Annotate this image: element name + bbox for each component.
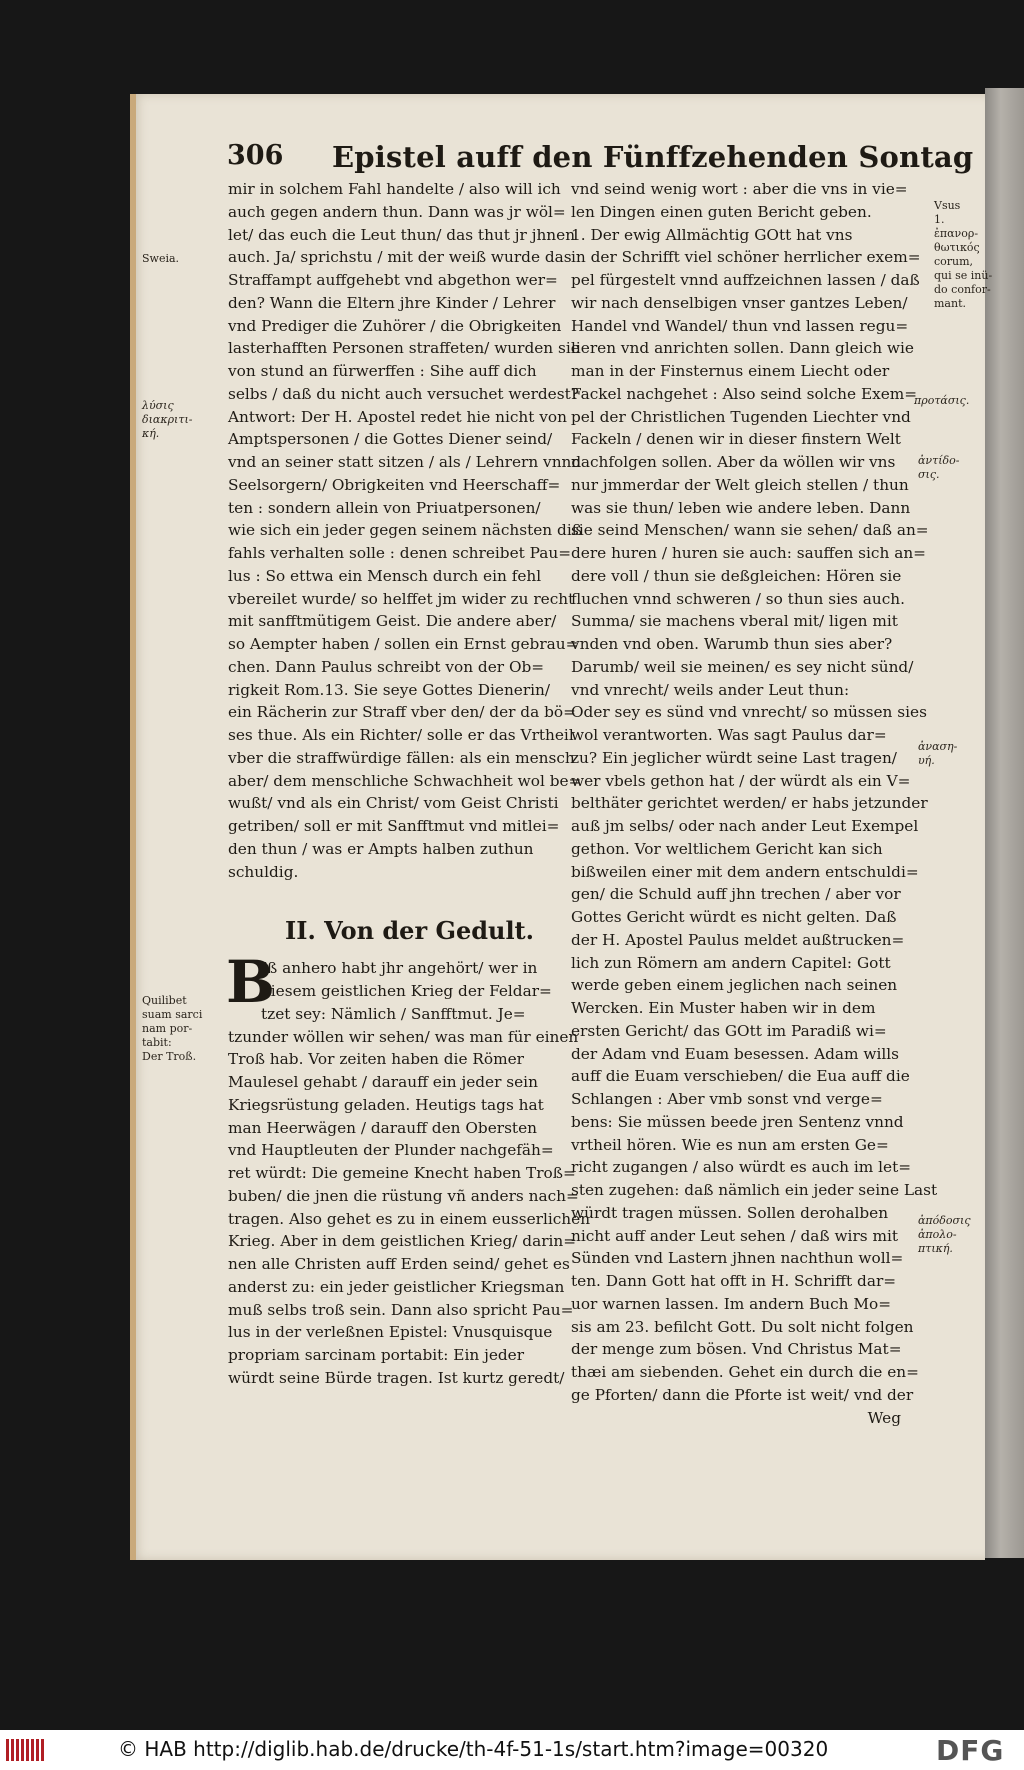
margin-note-line: qui se inü-	[934, 269, 993, 282]
text-line: richt zugangen / also würdt es auch im let=	[571, 1158, 912, 1177]
text-line: auff die Euam verschieben/ die Eua auff die	[571, 1067, 910, 1086]
text-line: lus in der verleßnen Epistel: Vnusquisque	[228, 1323, 553, 1342]
text-line: Fackeln / denen wir in dieser finstern Welt	[571, 430, 901, 449]
text-line: sie seind Menschen/ wann sie sehen/ daß an=	[571, 521, 929, 540]
text-line: wußt/ vnd als ein Christ/ vom Geist Christi	[228, 794, 559, 813]
margin-note-line: Vsus	[934, 199, 961, 212]
text-line: den? Wann die Eltern jhre Kinder / Lehrer	[228, 293, 556, 312]
text-line: wol verantworten. Was sagt Paulus dar=	[571, 726, 887, 744]
text-line: bens: Sie müssen beede jren Sentenz vnnd	[571, 1112, 904, 1131]
margin-note-line: θωτικός	[934, 241, 980, 254]
text-line: wir nach denselbigen vnser gantzes Leben/	[571, 293, 908, 312]
margin-note-quilibet	[142, 994, 202, 1064]
margin-note-lysis	[142, 399, 192, 441]
text-line: sis am 23. befilcht Gott. Du solt nicht folgen	[571, 1317, 914, 1336]
text-line: vrtheil hören. Wie es nun am ersten Ge=	[571, 1135, 889, 1154]
text-line: belthäter gerichtet werden/ er habs jetzunder	[571, 794, 928, 813]
drop-initial: B	[226, 948, 276, 1017]
margin-note-line: ἀναση-	[918, 740, 958, 753]
text-line: nen alle Christen auff Erden seind/ gehet es	[228, 1255, 570, 1273]
margin-note-line: ἐπανορ-	[934, 227, 979, 240]
text-line: Oder sey es sünd vnd vnrecht/ so müssen sies	[571, 703, 927, 722]
text-line: tzunder wöllen wir sehen/ was man für einen	[228, 1027, 579, 1046]
footer-link[interactable]: © HAB http://diglib.hab.de/drucke/th-4f-51-1s/start.htm?image=00320	[118, 1737, 829, 1761]
text-line: was sie thun/ leben wie andere leben. Dann	[571, 498, 911, 517]
dfg-logo: DFG	[936, 1734, 1005, 1767]
text-line: Iß anhero habt jhr angehört/ wer in	[261, 959, 538, 978]
text-line: lus : So ettwa ein Mensch durch ein fehl	[228, 566, 542, 585]
text-line: ein Rächerin zur Straff vber den/ der da bö=	[228, 703, 576, 722]
margin-note-line: Quilibet	[142, 994, 187, 1007]
text-line: Gottes Gericht würdt es nicht gelten. Daß	[571, 908, 897, 926]
text-line: lasterhafften Personen straffeten/ wurden sie	[228, 339, 580, 358]
text-line: der Adam vnd Euam besessen. Adam wills	[571, 1044, 900, 1063]
text-line: man Heerwägen / darauff den Obersten	[228, 1118, 537, 1137]
text-line: vnden vnd oben. Warumb thun sies aber?	[571, 635, 893, 653]
text-line: der H. Apostel Paulus meldet außtrucken=	[571, 930, 905, 949]
text-line: würdt tragen müssen. Sollen derohalben	[571, 1203, 889, 1222]
page-binding-edge	[130, 94, 136, 1560]
text-line: thæi am siebenden. Gehet ein durch die en=	[571, 1363, 919, 1381]
margin-note-apodosis	[918, 1214, 971, 1256]
text-line: Seelsorgern/ Obrigkeiten vnd Heerschaff=	[228, 475, 561, 494]
margin-note-line: Der Troß.	[142, 1050, 197, 1063]
text-line: schuldig.	[228, 862, 299, 881]
text-line: auß jm selbs/ oder nach ander Leut Exempel	[571, 817, 919, 835]
margin-note-line: tabit:	[142, 1036, 172, 1049]
text-line: nur jmmerdar der Welt gleich stellen / thun	[571, 475, 909, 494]
margin-note-vsus	[934, 199, 992, 311]
text-line: in der Schrifft viel schöner herrlicher exem=	[571, 248, 921, 267]
text-line: werde geben einem jeglichen nach seinen	[571, 976, 898, 995]
margin-note-line: κή.	[142, 427, 160, 440]
text-line: tragen. Also gehet es zu in einem eusserlichen	[228, 1209, 591, 1228]
page-number: 306	[227, 140, 284, 171]
text-line: so Aempter haben / sollen ein Ernst gebrau=	[228, 635, 579, 653]
text-line: lieren vnd anrichten sollen. Dann gleich wie	[571, 339, 914, 358]
text-line: mir in solchem Fahl handelte / also will ich	[228, 180, 561, 198]
margin-note-line: σις.	[918, 468, 940, 481]
text-line: nicht auff ander Leut sehen / daß wirs mit	[571, 1226, 899, 1245]
text-line: vnd an seiner statt sitzen / als / Lehrern vnnd	[228, 453, 582, 471]
margin-note-line: 1.	[934, 213, 945, 226]
text-line: vnd seind wenig wort : aber die vns in vie=	[571, 180, 908, 198]
margin-note-line: διακριτι-	[142, 413, 193, 426]
text-line: Krieg. Aber in dem geistlichen Krieg/ darin=	[228, 1232, 577, 1251]
margin-note-line: suam sarci	[142, 1008, 203, 1021]
text-line: ten : sondern allein von Priuatpersonen/	[228, 498, 541, 517]
hab-barcode-icon	[6, 1739, 44, 1761]
text-line: dere voll / thun sie deßgleichen: Hören sie	[571, 566, 902, 585]
text-line: zu? Ein jeglicher würdt seine Last tragen/	[571, 748, 897, 767]
text-line: Antwort: Der H. Apostel redet hie nicht von	[228, 407, 567, 426]
text-line: Schlangen : Aber vmb sonst vnd verge=	[571, 1090, 883, 1108]
text-line: chen. Dann Paulus schreibt von der Ob=	[228, 657, 545, 676]
text-line: pel der Christlichen Tugenden Liechter vnd	[571, 407, 911, 426]
margin-note-line: ἀπόδοσις	[918, 1214, 971, 1227]
text-line: auch gegen andern thun. Dann was jr wöl=	[228, 202, 566, 221]
text-line: Troß hab. Vor zeiten haben die Römer	[228, 1050, 524, 1069]
text-line: Straffampt auffgehebt vnd abgethon wer=	[228, 271, 558, 289]
margin-note-antidosis	[918, 454, 959, 482]
text-line: lich zun Römern am andern Capitel: Gott	[571, 953, 891, 972]
text-line: nachfolgen sollen. Aber da wöllen wir vns	[571, 453, 896, 471]
margin-note-line: λύσις	[142, 399, 174, 412]
text-line: vber die straffwürdige fällen: als ein mensch	[228, 748, 575, 767]
text-line: pel fürgestelt vnnd auffzeichnen lassen / daß	[571, 271, 920, 289]
spacer	[228, 883, 558, 905]
text-line: der menge zum bösen. Vnd Christus Mat=	[571, 1340, 902, 1359]
text-line: selbs / daß du nicht auch versuchet werdest?	[228, 384, 579, 403]
text-line: let/ das euch die Leut thun/ das thut jr jhnen	[228, 225, 576, 244]
initial-block	[226, 948, 558, 1025]
text-line: gethon. Vor weltlichem Gericht kan sich	[571, 839, 883, 858]
text-line: bißweilen einer mit dem andern entschuldi=	[571, 862, 919, 881]
text-line: vbereilet wurde/ so helffet jm wider zu recht	[228, 589, 575, 608]
text-line: uor warnen lassen. Im andern Buch Mo=	[571, 1294, 892, 1313]
text-line: vnd Prediger die Zuhörer / die Obrigkeiten	[228, 316, 562, 335]
text-line: ten. Dann Gott hat offt in H. Schrifft dar=	[571, 1272, 897, 1290]
margin-note-line: ἀντίδο-	[918, 454, 960, 467]
text-line: würdt seine Bürde tragen. Ist kurtz geredt/	[228, 1368, 565, 1387]
book-page	[130, 94, 993, 1560]
margin-note-line: do confor-	[934, 283, 991, 296]
text-line: muß selbs troß sein. Dann also spricht Pau=	[228, 1300, 574, 1319]
text-line: buben/ die jnen die rüstung vñ anders nach=	[228, 1186, 579, 1205]
margin-note-line: πτική.	[918, 1242, 953, 1255]
text-line: wie sich ein jeder gegen seinem nächsten diß	[228, 521, 582, 540]
text-line: man in der Finsternus einem Liecht oder	[571, 362, 890, 380]
text-line: auch. Ja/ sprichstu / mit der weiß wurde das	[228, 248, 572, 267]
margin-note-line: corum,	[934, 255, 974, 268]
left-text-column	[226, 178, 591, 1390]
text-line: anderst zu: ein jeder geistlicher Kriegsman	[228, 1277, 565, 1296]
text-line: tzet sey: Nämlich / Sanfftmut. Je=	[261, 1004, 526, 1023]
text-line: diesem geistlichen Krieg der Feldar=	[261, 982, 552, 1000]
text-line: fluchen vnnd schweren / so thun sies auch.	[571, 589, 905, 608]
running-title: Epistel auff den Fünffzehenden Sontag	[332, 140, 974, 174]
text-line: ersten Gericht/ das GOtt im Paradiß wi=	[571, 1021, 887, 1040]
margin-note-line: υή.	[918, 754, 935, 767]
text-line: mit sanfftmütigem Geist. Die andere aber/	[228, 612, 557, 631]
text-line: Summa/ sie machens vberal mit/ ligen mit	[571, 612, 898, 631]
text-line: len Dingen einen guten Bericht geben.	[571, 202, 872, 221]
text-line: Kriegsrüstung geladen. Heutigs tags hat	[228, 1095, 544, 1114]
margin-note-protasis: προτάσις.	[914, 394, 970, 407]
text-line: getriben/ soll er mit Sanfftmut vnd mitlei=	[228, 817, 560, 835]
text-line: Maulesel gehabt / darauff ein jeder sein	[228, 1073, 538, 1091]
text-line: Amptspersonen / die Gottes Diener seind/	[228, 430, 553, 449]
text-line: aber/ dem menschliche Schwachheit wol be=	[228, 771, 582, 790]
text-line: den thun / was er Ampts halben zuthun	[228, 839, 534, 858]
margin-note-line: ἀπολο-	[918, 1228, 957, 1241]
text-line: vnd Hauptleuten der Plunder nachgefäh=	[228, 1141, 554, 1160]
text-line: wer vbels gethon hat / der würdt als ein V=	[571, 771, 911, 790]
text-line: Darumb/ weil sie meinen/ es sey nicht sünd/	[571, 657, 914, 676]
text-line: Sünden vnd Lastern jhnen nachthun woll=	[571, 1249, 904, 1268]
text-line: fahls verhalten solle : denen schreibet Pau=	[228, 544, 572, 562]
margin-note-anasey	[918, 740, 957, 768]
margin-note-sweia: Sweia.	[142, 252, 180, 265]
catchword: Weg	[867, 1408, 901, 1427]
text-line: Wercken. Ein Muster haben wir in dem	[571, 999, 876, 1017]
text-line: dere huren / huren sie auch: sauffen sich an=	[571, 544, 926, 562]
text-line: Fackel nachgehet : Also seind solche Exem=	[571, 384, 918, 403]
text-line: rigkeit Rom.13. Sie seye Gottes Dienerin/	[228, 680, 551, 699]
section-heading: II. Von der Gedult.	[285, 916, 534, 946]
text-line: 1. Der ewig Allmächtig GOtt hat vns	[571, 225, 853, 244]
footer-bar	[0, 1730, 1024, 1770]
text-line: propriam sarcinam portabit: Ein jeder	[228, 1346, 525, 1364]
margin-note-line: mant.	[934, 297, 966, 310]
text-line: ge Pforten/ dann die Pforte ist weit/ vnd der	[571, 1385, 914, 1404]
text-line: von stund an fürwerffen : Sihe auff dich	[228, 362, 537, 380]
text-line: ses thue. Als ein Richter/ solle er das Vrtheil	[228, 726, 574, 744]
text-line: gen/ die Schuld auff jhn trechen / aber vor	[571, 885, 901, 904]
text-line: ret würdt: Die gemeine Knecht haben Troß=	[228, 1164, 576, 1182]
margin-note-line: nam por-	[142, 1022, 193, 1035]
text-line: Handel vnd Wandel/ thun vnd lassen regu=	[571, 316, 909, 335]
text-line: vnd vnrecht/ weils ander Leut thun:	[571, 680, 850, 699]
text-line: sten zugehen: daß nämlich ein jeder seine Last	[571, 1181, 938, 1199]
